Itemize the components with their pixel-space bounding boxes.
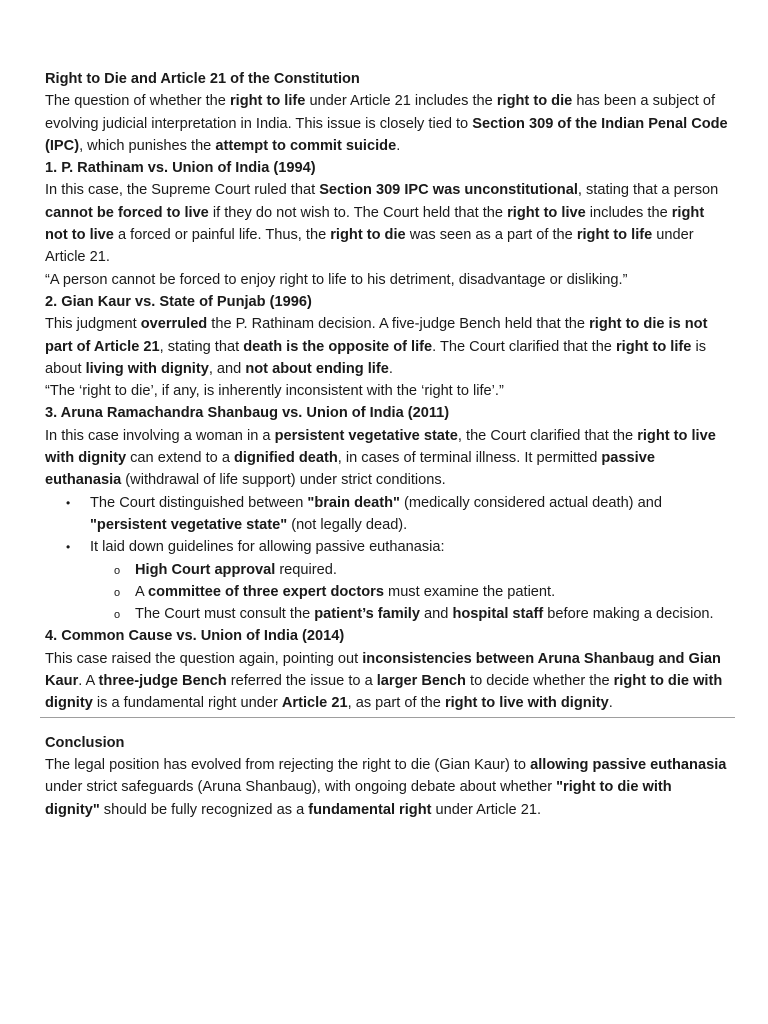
bold-text: overruled <box>140 316 208 333</box>
case-4 <box>45 625 730 714</box>
bold-text: right to life <box>576 227 653 244</box>
bullet-text: It laid down guidelines for allowing passive euthanasia: <box>90 539 445 556</box>
bold-text: patient’s family <box>314 606 420 623</box>
case-quote: “A person cannot be forced to enjoy right to life to his detriment, disadvantage or disliking.” <box>45 271 628 288</box>
bold-text: Article 21 <box>281 695 348 712</box>
bold-text: right to live <box>507 204 586 221</box>
bold-text: attempt to commit suicide <box>215 137 397 154</box>
bold-text: "brain death" <box>307 494 400 511</box>
bold-text: right to die <box>330 227 406 244</box>
bold-text: death is the opposite of life <box>243 338 433 355</box>
conclusion <box>45 732 730 821</box>
bold-text: dignified death <box>234 450 338 467</box>
document <box>45 68 730 821</box>
bold-text: right to live with dignity <box>45 427 716 467</box>
case-heading: 4. Common Cause vs. Union of India (2014) <box>45 628 345 645</box>
bold-text: not about ending life <box>245 360 389 377</box>
bold-text: "persistent vegetative state" <box>90 516 288 533</box>
bold-text: allowing passive euthanasia <box>530 756 727 773</box>
bold-text: "right to die with dignity" <box>45 779 672 818</box>
section-divider <box>40 717 735 718</box>
bold-text: right to live with dignity <box>444 695 609 712</box>
conclusion-heading: Conclusion <box>45 734 125 751</box>
bold-text: committee of three expert doctors <box>147 583 384 600</box>
bold-text: right not to live <box>45 204 705 244</box>
bold-text: passive euthanasia <box>45 450 655 489</box>
sub-bullet-list <box>90 559 730 626</box>
case-heading: 1. P. Rathinam vs. Union of India (1994) <box>45 160 316 177</box>
conclusion-body: The legal position has evolved from rejecting the right to die (Gian Kaur) to allowing passive euthanasia under strict safeguards (Aruna Shanbaug), with ongoing debate about whether "right to die with dignity" should be fully recognized as a fundamental right under Article 21. <box>45 756 727 818</box>
bold-text: living with dignity <box>85 360 209 377</box>
case-1 <box>45 157 730 291</box>
case-body: In this case involving a woman in a persistent vegetative state, the Court clarified that the right to live with dignity can extend to a dignified death, in cases of terminal illness. It permitted passive euthanasia (withdrawal of life support) under strict conditions. <box>45 427 716 489</box>
bold-text: inconsistencies between Aruna Shanbaug and Gian Kaur <box>45 650 721 690</box>
bullet-list <box>45 492 730 626</box>
document-title: Right to Die and Article 21 of the Constitution <box>45 71 360 87</box>
case-heading: 3. Aruna Ramachandra Shanbaug vs. Union of India (2011) <box>45 405 450 422</box>
sub-bullet-item: o The Court must consult the patient’s family and hospital staff before making a decision. <box>135 603 730 625</box>
case-body: This judgment overruled the P. Rathinam decision. A five-judge Bench held that the right to die is not part of Article 21, stating that death is the opposite of life. The Court clarified that the right to life is about living with dignity, and not about ending life. <box>45 316 708 377</box>
bold-text: right to life <box>229 93 306 110</box>
case-quote: “The ‘right to die’, if any, is inherently inconsistent with the ‘right to life’.” <box>45 383 504 400</box>
case-body: In this case, the Supreme Court ruled that Section 309 IPC was unconstitutional, stating that a person cannot be forced to live if they do not wish to. The Court held that the right to live includes the right not to live a forced or painful life. Thus, the right to die was seen as a part of the right to life under Article 21. <box>45 182 719 266</box>
bold-text: High Court approval <box>135 561 276 578</box>
bold-text: right to die with dignity <box>45 673 723 712</box>
case-2 <box>45 291 730 402</box>
case-heading: 2. Gian Kaur vs. State of Punjab (1996) <box>45 293 312 310</box>
case-3 <box>45 402 730 625</box>
bold-text: larger Bench <box>376 673 466 690</box>
bold-text: Section 309 of the Indian Penal Code (IPC) <box>45 115 728 154</box>
bullet-item <box>90 536 730 625</box>
sub-bullet-item: o High Court approval required. <box>135 559 730 581</box>
bold-text: cannot be forced to live <box>45 204 209 221</box>
bold-text: right to life <box>615 338 692 355</box>
bold-text: three-judge Bench <box>98 673 227 690</box>
bullet-item: • The Court distinguished between "brain death" (medically considered actual death) and "persistent vegetative state" (not legally dead). <box>90 492 730 537</box>
bold-text: hospital staff <box>452 606 544 623</box>
case-body: This case raised the question again, pointing out inconsistencies between Aruna Shanbaug and Gian Kaur. A three-judge Bench referred the issue to a larger Bench to decide whether the right to die with dignity is a fundamental right under Article 21, as part of the right to live with dignity. <box>45 650 723 712</box>
bold-text: right to die is not part of Article 21 <box>45 316 708 355</box>
bold-text: right to die <box>496 93 573 110</box>
intro-paragraph: The question of whether the right to life under Article 21 includes the right to die has been a subject of evolving judicial interpretation in India. This issue is closely tied to Section 309 of the Indian Penal Code (IPC), which punishes the attempt to commit suicide. <box>45 93 728 154</box>
sub-bullet-item: o A committee of three expert doctors must examine the patient. <box>135 581 730 603</box>
bold-text: persistent vegetative state <box>274 427 458 444</box>
bold-text: fundamental right <box>308 801 432 818</box>
bold-text: Section 309 IPC was unconstitutional <box>319 182 578 199</box>
